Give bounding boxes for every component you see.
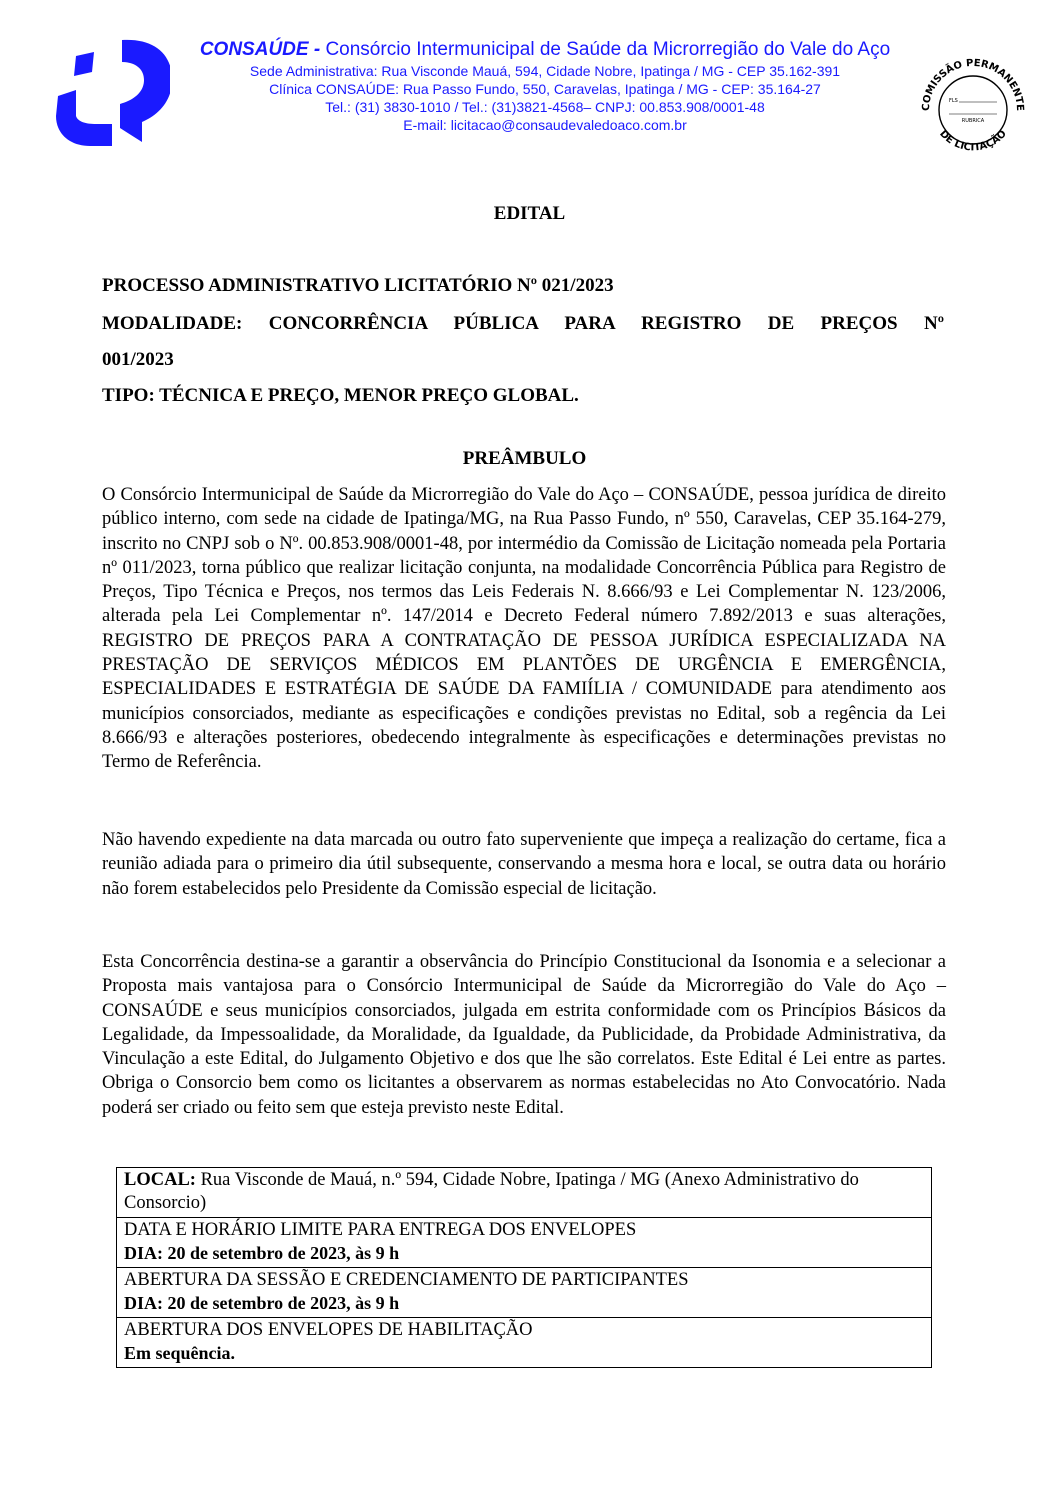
organization-full-name: Consórcio Intermunicipal de Saúde da Microrregião do Vale do Aço: [320, 39, 891, 60]
purpose-paragraph: Esta Concorrência destina-se a garantir a observância do Princípio Constitucional da Isonomia e a selecionar a Proposta mais vantajosa para o Consórcio Intermunicipal de Saúde da Microrregião do Vale do Aço – CONSAÚDE e seus municípios consorciados, julgada em estrita conformidade com os Princípios Básicos da Legalidade, da Impessoalidade, da Moralidade, da Igualdade, da Publicidade, da Probidade Administrativa, da Vinculação a este Edital, do Julgamento Objetivo e dos que lhe são correlatos. Este Edital é Lei entre as partes. Obriga o Consorcio bem como os licitantes a observarem as normas estabelecidas no Ato Convocatório. Nada poderá ser criado ou feito sem que esteja previsto neste Edital.: [102, 952, 946, 1118]
opening-date: DIA: 20 de setembro de 2023, às 9 h: [124, 1293, 400, 1313]
seal-fls: FLS: [949, 98, 958, 104]
logo-shape-left: [56, 90, 112, 146]
delivery-date: DIA: 20 de setembro de 2023, às 9 h: [124, 1243, 400, 1263]
schedule-table: [116, 1167, 932, 1368]
address-headquarters: Sede Administrativa: Rua Visconde Mauá, 594, Cidade Nobre, Ipatinga / MG - CEP 35.162-391: [249, 63, 841, 79]
organization-name: [175, 38, 915, 62]
modality-line-1: MODALIDADE: CONCORRÊNCIA PÚBLICA PARA REGISTRO DE PREÇOS Nº: [102, 313, 944, 334]
commission-seal: [915, 52, 1031, 164]
local-label: LOCAL:: [124, 1170, 196, 1190]
organization-acronym: CONSAÚDE -: [199, 39, 321, 60]
habilitation-value: Em sequência.: [124, 1343, 236, 1363]
habilitation-label: ABERTURA DOS ENVELOPES DE HABILITAÇÃO: [124, 1320, 533, 1340]
process-number: PROCESSO ADMINISTRATIVO LICITATÓRIO Nº 021/2023: [102, 275, 614, 296]
preamble-paragraph: O Consórcio Intermunicipal de Saúde da Microrregião do Vale do Aço – CONSAÚDE, pessoa jurídica de direito público interno, com sede na cidade de Ipatinga/MG, na Rua Passo Fundo, nº 550, Caravelas, CEP 35.164-279, inscrito no CNPJ sob o Nº. 00.853.908/0001-48, por intermédio da Comissão de Licitação nomeada pela Portaria nº 011/2023, torna público que realizar licitação conjunta, na modalidade Concorrência Pública para Registro de Preços, Tipo Técnica e Preços, nos termos das Leis Federais N. 8.666/93 e Lei Complementar N. 123/2006, alterada pela Lei Complementar nº. 147/2014 e Decreto Federal número 7.892/2013 e suas alterações, REGISTRO DE PREÇOS PARA A CONTRATAÇÃO DE PESSOA JURÍDICA ESPECIALIZADA NA PRESTAÇÃO DE SERVIÇOS MÉDICOS EM PLANTÕES DE URGÊNCIA E EMERGÊNCIA, ESPECIALIDADES E ESTRATÉGIA DE SAÚDE DA FAMIÍLIA / COMUNIDADE para atendimento aos municípios consorciados, mediante as especificações e condições previstas no Edital, sob a regência da Lei 8.666/93 e alterações posteriores, obedecendo integralmente às especificações e determinações previstas no Termo de Referência.: [102, 485, 946, 773]
seal-bottom-text: DE LICITAÇÃO: [937, 128, 1009, 154]
document-title: EDITAL: [493, 203, 566, 224]
address-clinic: Clínica CONSAÚDE: Rua Passo Fundo, 550, Caravelas, Ipatinga / MG - CEP: 35.164-27: [269, 81, 821, 97]
bid-type: TIPO: TÉCNICA E PREÇO, MENOR PREÇO GLOBAL.: [102, 385, 579, 406]
modality-line-2: 001/2023: [102, 349, 174, 370]
email-line: E-mail: licitacao@consaudevaledoaco.com.br: [403, 117, 687, 133]
seal-rubrica: RUBRICA: [961, 118, 985, 124]
preamble-title: PREÂMBULO: [462, 448, 587, 469]
phone-cnpj: Tel.: (31) 3830-1010 / Tel.: (31)3821-4568– CNPJ: 00.853.908/0001-48: [325, 99, 765, 115]
table-row: [117, 1218, 932, 1268]
postponement-paragraph: Não havendo expediente na data marcada ou outro fato superveniente que impeça a realização do certame, fica a reunião adiada para o primeiro dia útil subsequente, conservando a mesma hora e local, se outra data ou horário não forem estabelecidos pelo Presidente da Comissão especial de licitação.: [102, 830, 946, 899]
table-row: [117, 1268, 932, 1318]
letterhead: [175, 38, 915, 134]
logo-dot: [74, 52, 94, 76]
table-row: [117, 1168, 932, 1218]
seal-top-text: COMISSÃO PERMANENTE: [920, 57, 1026, 112]
opening-label: ABERTURA DA SESSÃO E CREDENCIAMENTO DE PARTICIPANTES: [124, 1270, 689, 1290]
consaude-logo: [50, 34, 170, 152]
delivery-cell: [117, 1218, 932, 1268]
logo-shape-right: [120, 40, 170, 142]
table-row: [117, 1318, 932, 1368]
habilitation-cell: [117, 1318, 932, 1368]
local-text: Rua Visconde de Mauá, n.º 594, Cidade Nobre, Ipatinga / MG (Anexo Administrativo do Consorcio): [124, 1170, 859, 1213]
local-cell: [117, 1168, 932, 1218]
delivery-label: DATA E HORÁRIO LIMITE PARA ENTREGA DOS ENVELOPES: [124, 1220, 637, 1240]
opening-cell: [117, 1268, 932, 1318]
